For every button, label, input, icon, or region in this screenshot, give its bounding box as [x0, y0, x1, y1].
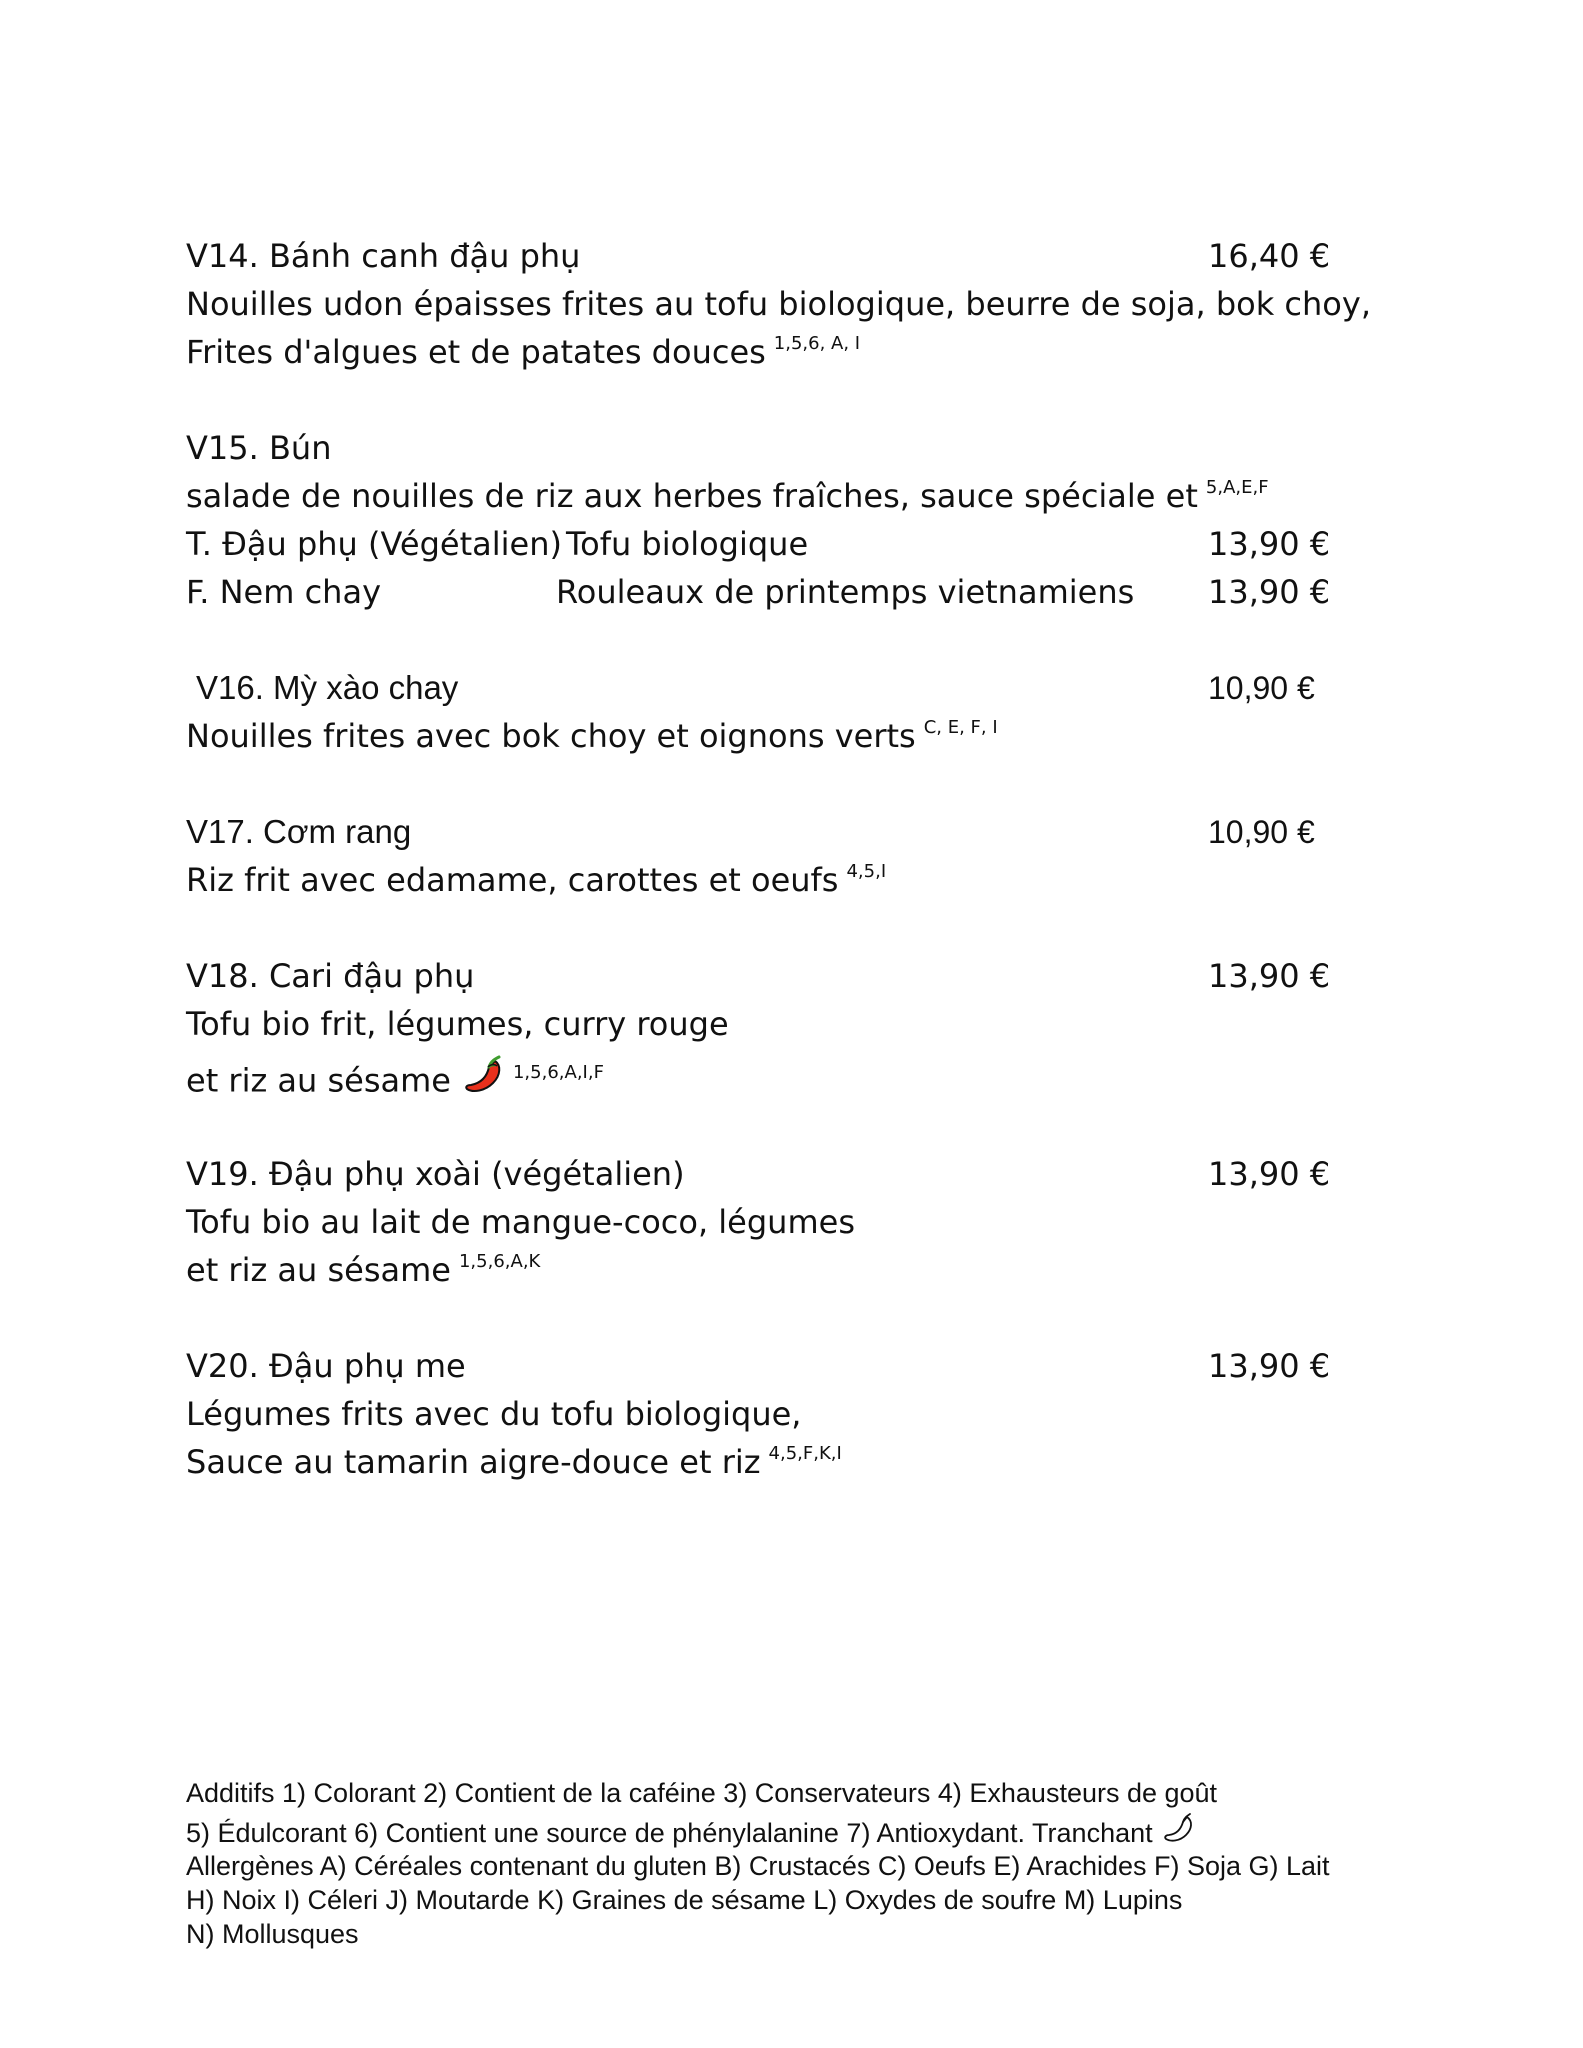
footer-allergens-line3: N) Mollusques [186, 1919, 359, 1949]
footer-additives-line2: 5) Édulcorant 6) Contient une source de phénylalanine 7) Antioxydant. Tranchant [186, 1814, 1195, 1856]
chili-outline-icon [1161, 1811, 1195, 1853]
item-v19-allergens: 1,5,6,A,K [458, 1251, 541, 1272]
item-v15-title: V15. Bún [186, 429, 332, 467]
item-v14-desc-line2: Frites d'algues et de patates douces $^{1,5,6, A, I}$ [186, 333, 861, 371]
item-v15-desc-line1: salade de nouilles de riz aux herbes fraîches, sauce spéciale et $^{5,A,E,F}$ [186, 477, 1269, 515]
item-v15-option-t-price: 13,90 € [1208, 525, 1331, 563]
chili-pepper-icon [461, 1053, 505, 1106]
item-v15-option-t-name: T. Đậu phụ (Végétalien) [186, 525, 562, 563]
item-v15-option-f-price: 13,90 € [1208, 573, 1331, 611]
item-v15-option-f-desc: Rouleaux de printemps vietnamiens [556, 573, 1135, 611]
item-v18-desc-line2: et riz au sésame $^{1,5,6,A,I,F}$ [186, 1056, 604, 1109]
item-v16-desc-line1: Nouilles frites avec bok choy et oignons verts $^{C, E, F, I}$ [186, 717, 998, 755]
footer-allergens-line2: H) Noix I) Céleri J) Moutarde K) Graines de sésame L) Oxydes de soufre M) Lupins [186, 1885, 1183, 1915]
item-v18-allergens: 1,5,6,A,I,F [512, 1061, 604, 1083]
item-v18-title: V18. Cari đậu phụ [186, 957, 475, 995]
item-v20-desc-line1: Légumes frits avec du tofu biologique, [186, 1395, 802, 1433]
item-v18-desc-line1: Tofu bio frit, légumes, curry rouge [186, 1005, 729, 1043]
item-v14-title: V14. Bánh canh đậu phụ [186, 237, 581, 275]
item-v15-allergens: 5,A,E,F [1205, 477, 1269, 498]
item-v17-title: V17. Cơm rang [186, 813, 412, 850]
item-v14-price: 16,40 € [1208, 237, 1331, 275]
item-v16-price: 10,90 € [1208, 670, 1315, 706]
item-v20-allergens: 4,5,F,K,I [768, 1443, 842, 1464]
item-v14-desc-line1: Nouilles udon épaisses frites au tofu biologique, beurre de soja, bok choy, [186, 285, 1371, 323]
footer-allergens-line1: Allergènes A) Céréales contenant du gluten B) Crustacés C) Oeufs E) Arachides F) Soja G) Lait [186, 1851, 1330, 1881]
item-v17-desc-line1: Riz frit avec edamame, carottes et oeufs $^{4,5,I}$ [186, 861, 887, 899]
item-v14-allergens: 1,5,6, A, I [773, 333, 861, 354]
item-v16-title: V16. Mỳ xào chay [196, 669, 459, 706]
item-v17-price: 10,90 € [1208, 814, 1315, 850]
footer-additives-line1: Additifs 1) Colorant 2) Contient de la caféine 3) Conservateurs 4) Exhausteurs de goût [186, 1778, 1218, 1808]
item-v20-title: V20. Đậu phụ me [186, 1347, 466, 1385]
item-v19-price: 13,90 € [1208, 1155, 1331, 1193]
item-v16-allergens: C, E, F, I [923, 717, 998, 738]
item-v15-option-t-desc: Tofu biologique [566, 525, 809, 563]
item-v20-desc-line2: Sauce au tamarin aigre-douce et riz $^{4,5,F,K,I}$ [186, 1443, 842, 1481]
item-v19-title: V19. Đậu phụ xoài (végétalien) [186, 1155, 685, 1193]
item-v19-desc-line1: Tofu bio au lait de mangue-coco, légumes [186, 1203, 855, 1241]
item-v19-desc-line2: et riz au sésame $^{1,5,6,A,K}$ [186, 1251, 541, 1289]
item-v17-allergens: 4,5,I [846, 861, 887, 882]
item-v20-price: 13,90 € [1208, 1347, 1331, 1385]
item-v15-option-f-name: F. Nem chay [186, 573, 381, 611]
item-v18-price: 13,90 € [1208, 957, 1331, 995]
